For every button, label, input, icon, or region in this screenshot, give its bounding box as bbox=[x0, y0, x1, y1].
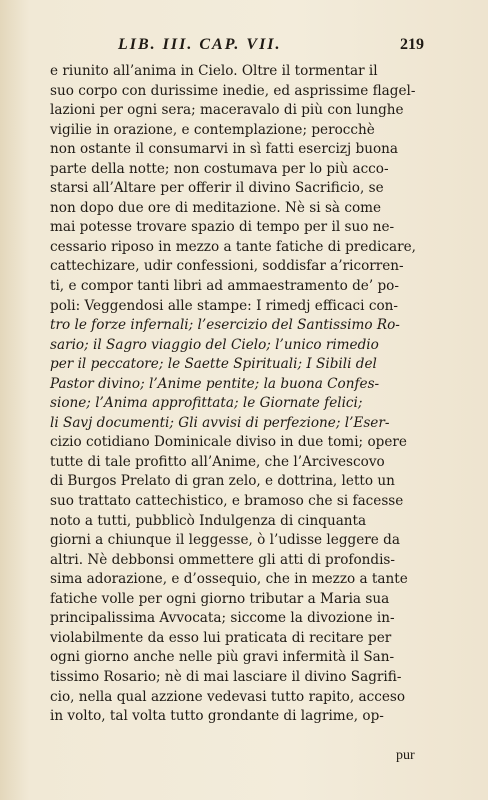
text-line: cessario riposo in mezzo a tante fatiche di predicare, bbox=[50, 238, 416, 255]
text-line: ogni giorno anche nelle più gravi infermità il San- bbox=[50, 649, 395, 666]
text-line-italic: Pastor divino; l’Anime pentite; la buona Confes- bbox=[50, 375, 380, 392]
text-line: in volto, tal volta tutto grondante di lagrime, op- bbox=[50, 708, 384, 725]
text-line: non ostante il consumarvi in sì fatti esercizj buona bbox=[50, 141, 398, 158]
text-line: e riunito all’anima in Cielo. Oltre il tormentar il bbox=[50, 63, 378, 79]
text-line: di Burgos Prelato di gran zelo, e dottrina, letto un bbox=[50, 473, 395, 490]
text-line: lazioni per ogni sera; maceravalo di più con lunghe bbox=[50, 102, 404, 119]
text-line-italic: per il peccatore; le Saette Spirituali; I Sibili del bbox=[50, 356, 377, 373]
text-line: fatiche volle per ogni giorno tributar a Maria sua bbox=[50, 590, 390, 607]
text-line: suo trattato cattechistico, e bramoso che si facesse bbox=[50, 493, 404, 510]
text-line: cio, nella qual azzione vedevasi tutto rapito, acceso bbox=[50, 688, 406, 705]
text-line: tutte di tale profitto all’Anime, che l’Arcivescovo bbox=[50, 453, 385, 470]
text-line: violabilmente da esso lui praticata di recitare per bbox=[50, 629, 392, 646]
text-line: vigilie in orazione, e contemplazione; perocchè bbox=[50, 121, 375, 138]
page-header bbox=[0, 36, 488, 58]
body-text bbox=[50, 62, 448, 727]
text-line: principalissima Avvocata; siccome la divozione in- bbox=[50, 610, 395, 627]
text-line: non dopo due ore di meditazione. Nè si sà come bbox=[50, 199, 382, 216]
text-line-italic: tro le forze infernali; l’esercizio del Santissimo Ro- bbox=[50, 317, 400, 334]
running-head: LIB. III. CAP. VII. bbox=[118, 36, 282, 53]
text-line: ti, e compor tanti libri ad ammaestramento de’ po- bbox=[50, 278, 399, 295]
text-line: altri. Nè debbonsi ommettere gli atti di profondis- bbox=[50, 551, 396, 568]
text-line: sima adorazione, e d’ossequio, che in mezzo a tante bbox=[50, 571, 408, 588]
text-line: suo corpo con durissime inedie, ed asprissime flagel- bbox=[50, 82, 416, 99]
page-number: 219 bbox=[400, 36, 424, 53]
text-line: mai potesse trovare spazio di tempo per il suo ne- bbox=[50, 219, 395, 236]
text-line: poli: Veggendosi alle stampe: I rimedj efficaci con- bbox=[50, 297, 398, 314]
text-line: giorni a chiunque il leggesse, ò l’udisse leggere da bbox=[50, 532, 400, 549]
text-line: noto a tutti, pubblicò Indulgenza di cinquanta bbox=[50, 512, 367, 529]
text-line: tissimo Rosario; nè di mai lasciare il divino Sagrifi- bbox=[50, 668, 402, 685]
catchword: pur bbox=[396, 748, 415, 763]
text-line: starsi all’Altare per offerir il divino Sacrificio, se bbox=[50, 180, 384, 197]
text-line-italic: li Savj documenti; Gli avvisi di perfezione; l’Eser- bbox=[50, 414, 390, 431]
text-line: cattechizare, udir confessioni, soddisfar a’ricorren- bbox=[50, 258, 404, 275]
text-line-italic: sario; il Sagro viaggio del Cielo; l’unico rimedio bbox=[50, 336, 379, 353]
text-line: cizio cotidiano Dominicale diviso in due tomi; opere bbox=[50, 434, 407, 451]
text-line-italic: sione; l’Anima approfittata; le Giornate felici; bbox=[50, 395, 363, 412]
text-line: parte della notte; non costumava per lo più acco- bbox=[50, 160, 389, 177]
